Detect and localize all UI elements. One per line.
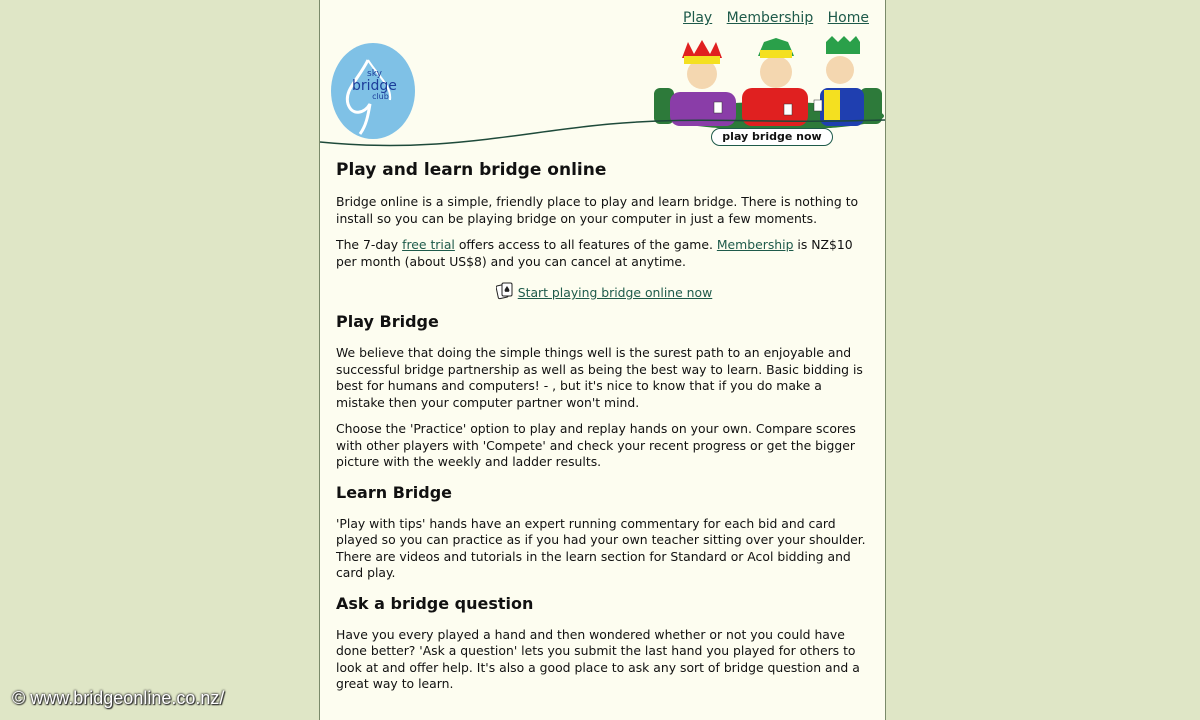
play-bridge-now-button[interactable]: play bridge now — [711, 128, 833, 146]
trial-paragraph — [336, 237, 872, 270]
ask-paragraph-1: Have you every played a hand and then wondered whether or not you could have done better? 'Ask a question' lets you submit the last hand you played for others to look at and offer help. It's also a good place to ask any sort of bridge question and a great way to learn. — [336, 626, 860, 691]
logo-line-1: sky — [367, 69, 382, 79]
learn-paragraph-1: 'Play with tips' hands have an expert running commentary for each bid and card played so you can practice as if you had your own teacher sitting over your shoulder. There are videos and tutorials in the learn section for Standard or Acol bidding and card play. — [336, 515, 866, 580]
nav-home-link[interactable]: Home — [827, 10, 869, 26]
page-title: Play and learn bridge online — [336, 160, 607, 180]
play-paragraph-1: We believe that doing the simple things well is the surest path to an enjoyable and successful bridge partnership as well as being the best way to learn. Basic bidding is best for humans and computers! - , but it's nice to know that if you do make a mistake then your computer partner won't mind. — [336, 345, 863, 410]
copyright-watermark: © www.bridgeonline.co.nz/ — [12, 688, 225, 708]
cards-icon — [496, 282, 514, 300]
intro-paragraph: Bridge online is a simple, friendly place to play and learn bridge. There is nothing to install so you can be playing bridge on your computer in just a few moments. — [336, 194, 859, 226]
top-navigation — [673, 10, 869, 26]
membership-link[interactable]: Membership — [716, 237, 794, 252]
learn-bridge-heading: Learn Bridge — [336, 482, 453, 502]
logo-line-3: club — [372, 92, 389, 101]
play-paragraph-2: Choose the 'Practice' option to play and replay hands on your own. Compare scores with other players with 'Compete' and check your recent progress or get the bigger picture with the weekly and ladder results. — [336, 421, 856, 469]
main-content — [336, 150, 872, 703]
page-container — [319, 0, 886, 720]
free-trial-link[interactable]: free trial — [402, 237, 455, 252]
header — [320, 0, 885, 148]
logo-wordmark — [352, 70, 397, 101]
trial-middle: offers access to all features of the game. — [454, 237, 717, 252]
nav-membership-link[interactable]: Membership — [726, 10, 814, 26]
ask-question-heading: Ask a bridge question — [336, 593, 534, 613]
start-playing-link[interactable]: Start playing bridge online now — [517, 285, 713, 300]
logo-line-2: bridge — [352, 78, 397, 94]
nav-play-link[interactable]: Play — [683, 10, 713, 26]
play-bridge-heading: Play Bridge — [336, 312, 439, 331]
trial-prefix: The 7-day — [336, 237, 403, 252]
start-playing-row — [336, 282, 872, 300]
trial-suffix: is NZ$10 per month (about US$8) and you can cancel at anytime. — [336, 237, 853, 269]
